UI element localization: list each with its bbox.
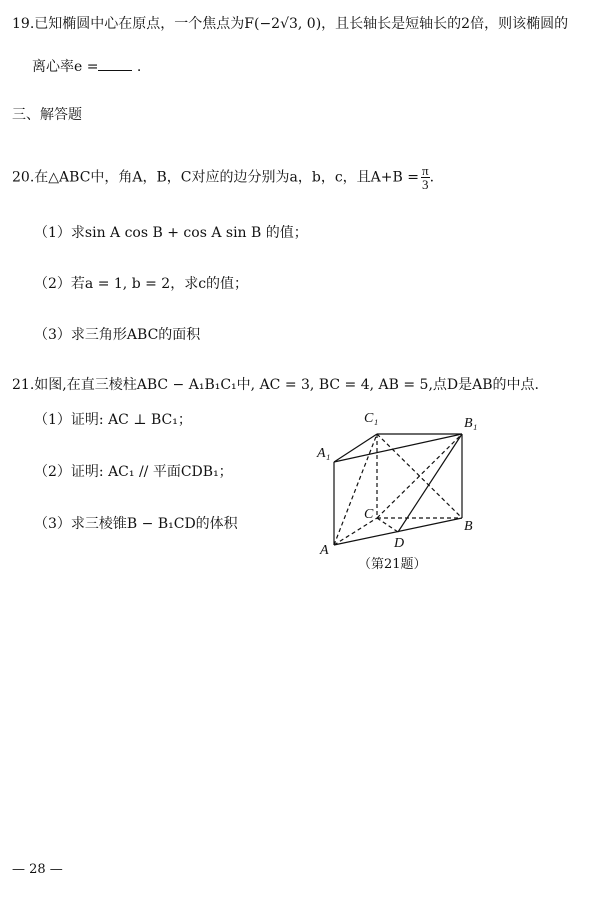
label-c1: C₁	[364, 411, 379, 426]
q20-stem-text: 20.在△ABC中，角A，B，C对应的边分别为a，b，c，且A+B =	[12, 169, 419, 186]
label-a: A	[320, 543, 329, 558]
q19-line2	[32, 58, 141, 76]
q19-period: .	[136, 59, 142, 75]
q19-eccentricity-label: 离心率e =	[32, 59, 99, 75]
q21-stem: 21.如图,在直三棱柱ABC − A₁B₁C₁中, AC = 3, BC = 4, AB = 5,点D是AB的中点.	[12, 377, 539, 393]
label-b1: B₁	[464, 416, 478, 431]
edge-a1-b1	[334, 434, 462, 462]
q19-line1: 19.已知椭圆中心在原点，一个焦点为F(−2√3, 0)，且长轴长是短轴长的2倍，则该椭圆的	[12, 16, 569, 32]
q20-part3: （3）求三角形ABC的面积	[34, 327, 201, 343]
answer-blank[interactable]	[98, 58, 132, 71]
q20-part2: （2）若a = 1, b = 2，求c的值；	[34, 276, 249, 292]
pi-over-three-fraction	[421, 164, 430, 191]
q20-stem-end: .	[429, 169, 435, 186]
label-a1: A₁	[317, 446, 331, 461]
label-c: C	[364, 507, 374, 522]
q21-part3: （3）求三棱锥B − B₁CD的体积	[34, 516, 238, 532]
q20-stem	[12, 164, 434, 191]
page-number: — 28 —	[12, 862, 63, 877]
edge-a-c1	[334, 434, 377, 545]
label-d: D	[394, 536, 405, 551]
q21-part1: （1）证明: AC ⊥ BC₁；	[34, 412, 192, 428]
fraction-denominator: 3	[422, 177, 429, 192]
q21-part2: （2）证明: AC₁ // 平面CDB₁；	[34, 464, 233, 480]
edge-b1-d	[398, 434, 462, 532]
label-b: B	[464, 519, 473, 534]
section-title: 三、解答题	[12, 107, 82, 123]
fraction-numerator: π	[421, 163, 429, 178]
figure-caption: （第21题）	[358, 557, 427, 572]
edge-c-d	[377, 518, 398, 532]
prism-figure	[312, 405, 492, 577]
q20-part1: （1）求sin A cos B + cos A sin B 的值；	[34, 225, 308, 241]
